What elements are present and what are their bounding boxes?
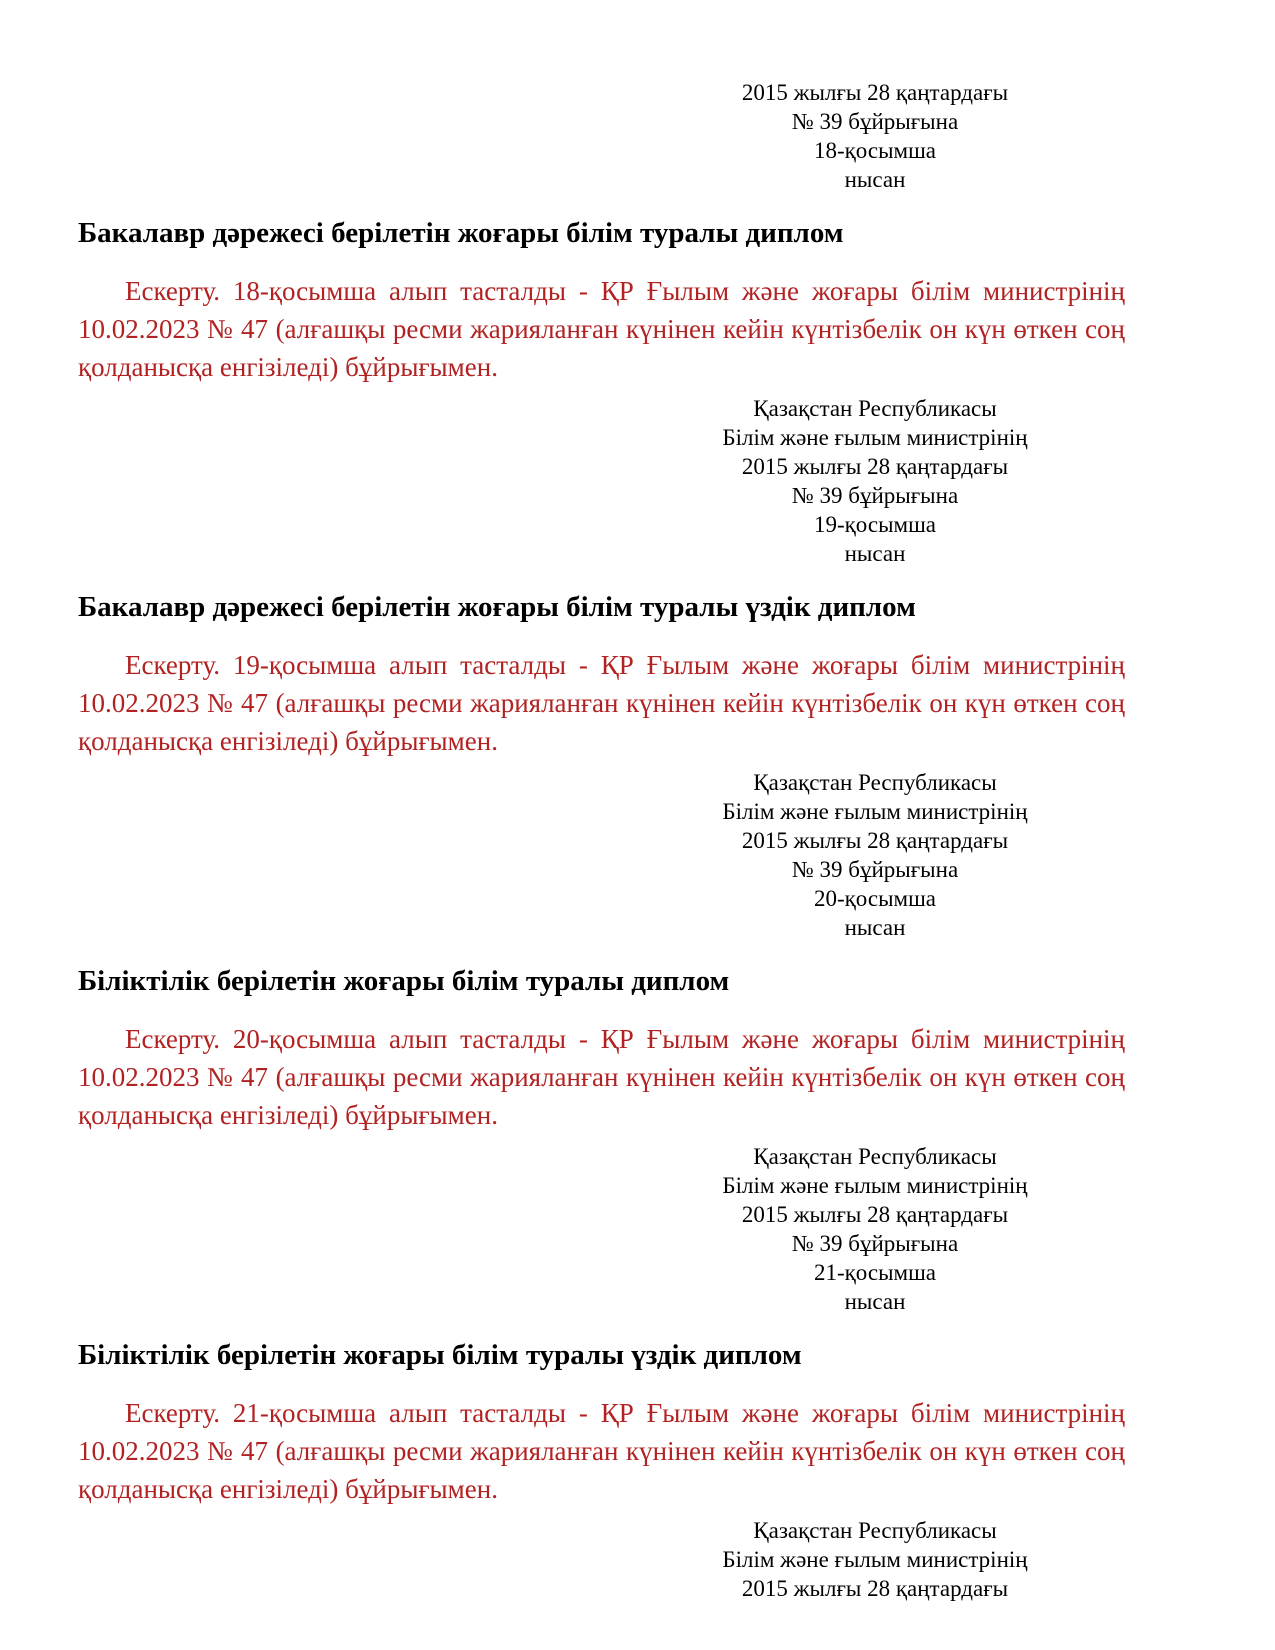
section-title-qualification-diploma: Біліктілік берілетін жоғары білім туралы диплом (78, 965, 730, 997)
annex-line-republic: Қазақстан Республикасы (753, 770, 997, 795)
section-title-qualification-honours-diploma: Біліктілік берілетін жоғары білім туралы үздік диплом (78, 1339, 802, 1371)
section-qualification-honours-diploma (78, 1142, 1125, 1508)
amendment-note-18: Ескерту. 18-қосымша алып тасталды - ҚР Ғылым және жоғары білім министрінің 10.02.2023 № 47 (алғашқы ресми жарияланған күнінен кейін күнтізбелік он күн өткен соң қолданысқа енгізіледі) бұйрығымен. (78, 276, 1125, 382)
section-title-bachelor-diploma: Бакалавр дәрежесі берілетін жоғары білім туралы диплом (78, 217, 844, 249)
annex-line-form: нысан (844, 541, 906, 566)
annex-reference-block-21 (635, 1142, 1115, 1316)
annex-line-ministry: Білім және ғылым министрінің (722, 799, 1028, 824)
annex-line-order-number: № 39 бұйрығына (791, 1231, 959, 1256)
section-bachelor-diploma (78, 78, 1125, 386)
annex-line-form: нысан (844, 1289, 906, 1314)
annex-reference-block-18 (635, 78, 1115, 194)
annex-line-date: 2015 жылғы 28 қаңтардағы (741, 80, 1009, 105)
annex-line-ministry: Білім және ғылым министрінің (722, 1173, 1028, 1198)
annex-line-form: нысан (844, 167, 906, 192)
amendment-note-19: Ескерту. 19-қосымша алып тасталды - ҚР Ғылым және жоғары білім министрінің 10.02.2023 № 47 (алғашқы ресми жарияланған күнінен кейін күнтізбелік он күн өткен соң қолданысқа енгізіледі) бұйрығымен. (78, 650, 1125, 756)
annex-line-ministry: Білім және ғылым министрінің (722, 425, 1028, 450)
amendment-note-21: Ескерту. 21-қосымша алып тасталды - ҚР Ғылым және жоғары білім министрінің 10.02.2023 № 47 (алғашқы ресми жарияланған күнінен кейін күнтізбелік он күн өткен соң қолданысқа енгізіледі) бұйрығымен. (78, 1398, 1125, 1504)
annex-line-annex-number: 21-қосымша (813, 1260, 937, 1285)
annex-line-annex-number: 20-қосымша (813, 886, 937, 911)
annex-line-order-number: № 39 бұйрығына (791, 857, 959, 882)
annex-line-date: 2015 жылғы 28 қаңтардағы (741, 828, 1009, 853)
annex-line-order-number: № 39 бұйрығына (791, 109, 959, 134)
annex-line-order-number: № 39 бұйрығына (791, 483, 959, 508)
annex-line-republic: Қазақстан Республикасы (753, 1144, 997, 1169)
annex-line-date: 2015 жылғы 28 қаңтардағы (741, 454, 1009, 479)
annex-reference-block-trailing (635, 1516, 1115, 1603)
annex-line-republic: Қазақстан Республикасы (753, 1518, 997, 1543)
annex-reference-block-19 (635, 394, 1115, 568)
amendment-note-20: Ескерту. 20-қосымша алып тасталды - ҚР Ғылым және жоғары білім министрінің 10.02.2023 № 47 (алғашқы ресми жарияланған күнінен кейін күнтізбелік он күн өткен соң қолданысқа енгізіледі) бұйрығымен. (78, 1024, 1125, 1130)
section-bachelor-honours-diploma (78, 394, 1125, 760)
annex-line-ministry: Білім және ғылым министрінің (722, 1547, 1028, 1572)
annex-line-annex-number: 18-қосымша (813, 138, 937, 163)
section-qualification-diploma (78, 768, 1125, 1134)
annex-reference-block-20 (635, 768, 1115, 942)
annex-line-date: 2015 жылғы 28 қаңтардағы (741, 1576, 1009, 1601)
annex-line-annex-number: 19-қосымша (813, 512, 937, 537)
annex-line-date: 2015 жылғы 28 қаңтардағы (741, 1202, 1009, 1227)
section-title-bachelor-honours-diploma: Бакалавр дәрежесі берілетін жоғары білім туралы үздік диплом (78, 591, 916, 623)
annex-line-form: нысан (844, 915, 906, 940)
annex-line-republic: Қазақстан Республикасы (753, 396, 997, 421)
